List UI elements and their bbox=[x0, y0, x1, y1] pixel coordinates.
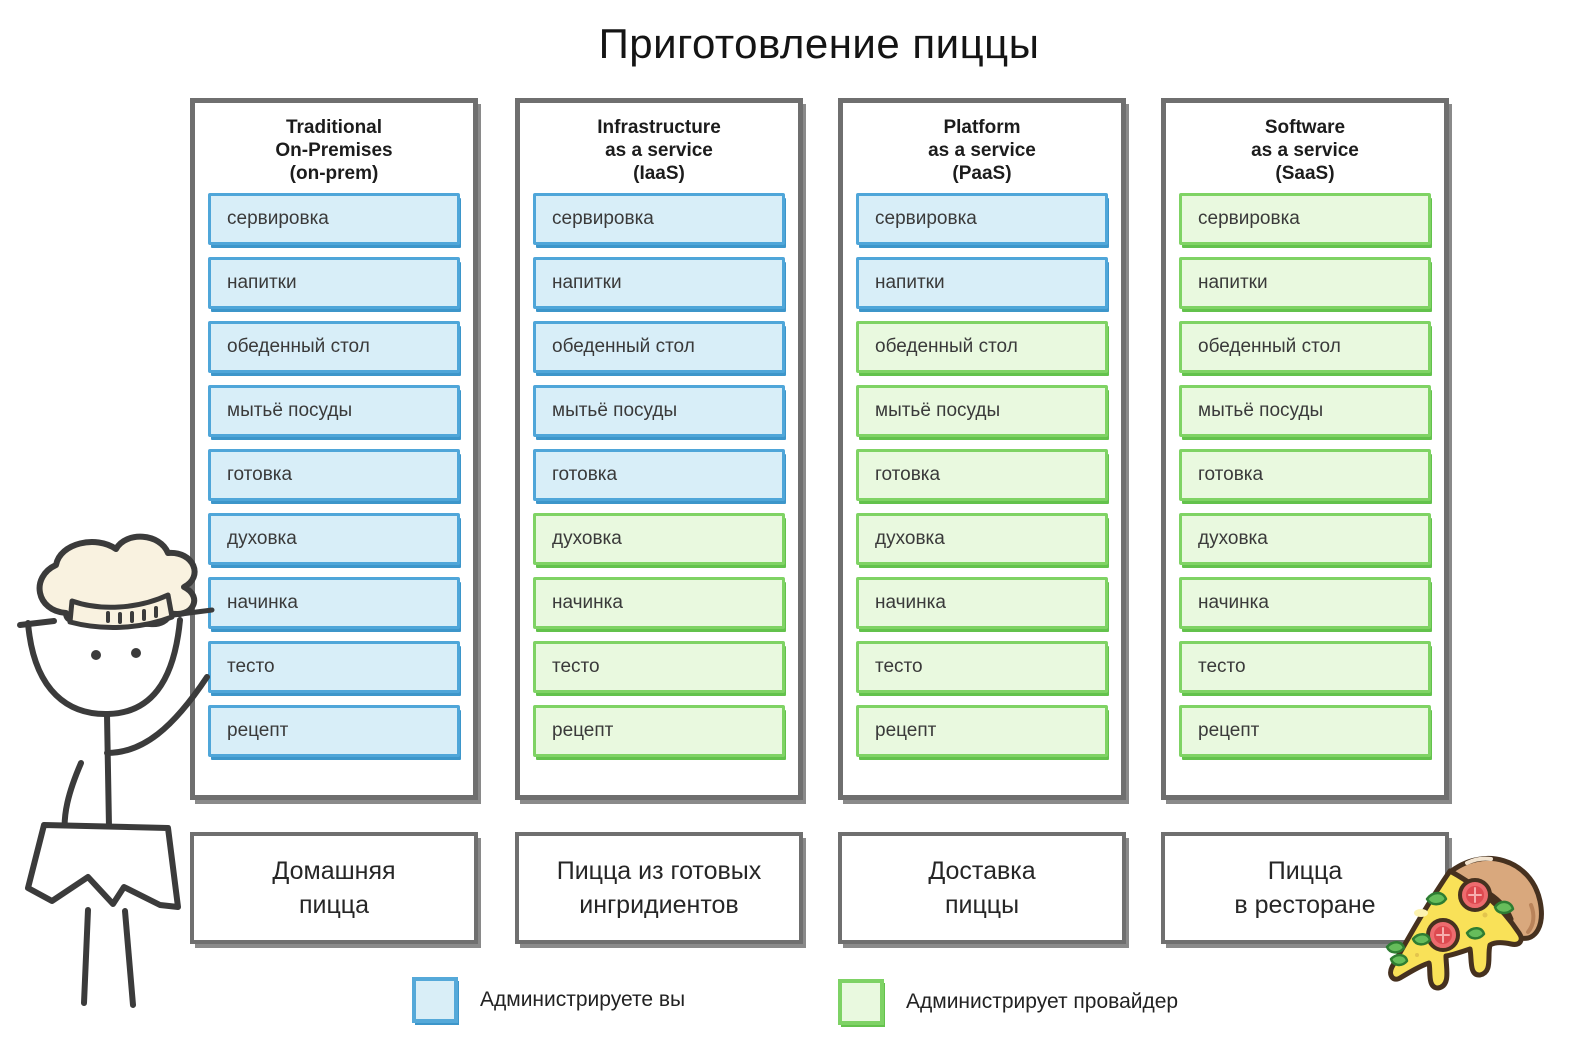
column-panel-iaas bbox=[515, 98, 803, 800]
task-box: мытьё посуды bbox=[533, 385, 785, 437]
task-box: готовка bbox=[533, 449, 785, 501]
legend-item-you bbox=[412, 977, 685, 1023]
caption-box-onprem: Домашняя пицца bbox=[190, 832, 478, 944]
caption-box-iaas: Пицца из готовых ингридиентов bbox=[515, 832, 803, 944]
task-box: мытьё посуды bbox=[208, 385, 460, 437]
task-box: готовка bbox=[1179, 449, 1431, 501]
task-box: готовка bbox=[856, 449, 1108, 501]
task-box: сервировка bbox=[533, 193, 785, 245]
legend-label: Администрируете вы bbox=[480, 988, 686, 1011]
task-box: напитки bbox=[856, 257, 1108, 309]
task-list bbox=[208, 193, 460, 769]
task-box: тесто bbox=[1179, 641, 1431, 693]
task-box: сервировка bbox=[856, 193, 1108, 245]
task-box: духовка bbox=[1179, 513, 1431, 565]
column-header: Platform as a service (PaaS) bbox=[928, 117, 1036, 184]
caption-box-saas: Пицца в ресторане bbox=[1161, 832, 1449, 944]
column-header: Infrastructure as a service (IaaS) bbox=[597, 117, 721, 184]
column-header: Software as a service (SaaS) bbox=[1251, 117, 1359, 184]
task-box: начинка bbox=[1179, 577, 1431, 629]
task-box: начинка bbox=[533, 577, 785, 629]
legend-swatch-provider-icon bbox=[838, 979, 884, 1025]
task-box: обеденный стол bbox=[533, 321, 785, 373]
task-box: обеденный стол bbox=[856, 321, 1108, 373]
task-box: тесто bbox=[856, 641, 1108, 693]
task-box: рецепт bbox=[1179, 705, 1431, 757]
task-box: рецепт bbox=[533, 705, 785, 757]
caption-box-paas: Доставка пиццы bbox=[838, 832, 1126, 944]
column-panel-onprem bbox=[190, 98, 478, 800]
task-box: сервировка bbox=[208, 193, 460, 245]
task-box: мытьё посуды bbox=[1179, 385, 1431, 437]
task-list bbox=[1179, 193, 1431, 769]
task-box: тесто bbox=[533, 641, 785, 693]
pizza-slice-icon bbox=[1383, 843, 1569, 1050]
legend-label: Администрирует провайдер bbox=[906, 990, 1179, 1013]
chef-stick-figure-icon bbox=[8, 525, 223, 1050]
task-box: напитки bbox=[533, 257, 785, 309]
task-box: рецепт bbox=[856, 705, 1108, 757]
task-box: духовка bbox=[533, 513, 785, 565]
task-list bbox=[856, 193, 1108, 769]
task-box: духовка bbox=[208, 513, 460, 565]
task-box: напитки bbox=[1179, 257, 1431, 309]
legend-item-provider bbox=[838, 979, 1178, 1025]
task-box: начинка bbox=[208, 577, 460, 629]
task-list bbox=[533, 193, 785, 769]
task-box: тесто bbox=[208, 641, 460, 693]
column-panel-saas bbox=[1161, 98, 1449, 800]
task-box: начинка bbox=[856, 577, 1108, 629]
column-header: Traditional On-Premises (on-prem) bbox=[275, 117, 393, 184]
task-box: духовка bbox=[856, 513, 1108, 565]
task-box: рецепт bbox=[208, 705, 460, 757]
task-box: обеденный стол bbox=[1179, 321, 1431, 373]
task-box: мытьё посуды bbox=[856, 385, 1108, 437]
task-box: напитки bbox=[208, 257, 460, 309]
task-box: готовка bbox=[208, 449, 460, 501]
page-title: Приготовление пиццы bbox=[598, 20, 1040, 67]
column-panel-paas bbox=[838, 98, 1126, 800]
legend-swatch-you-icon bbox=[412, 977, 458, 1023]
task-box: сервировка bbox=[1179, 193, 1431, 245]
task-box: обеденный стол bbox=[208, 321, 460, 373]
